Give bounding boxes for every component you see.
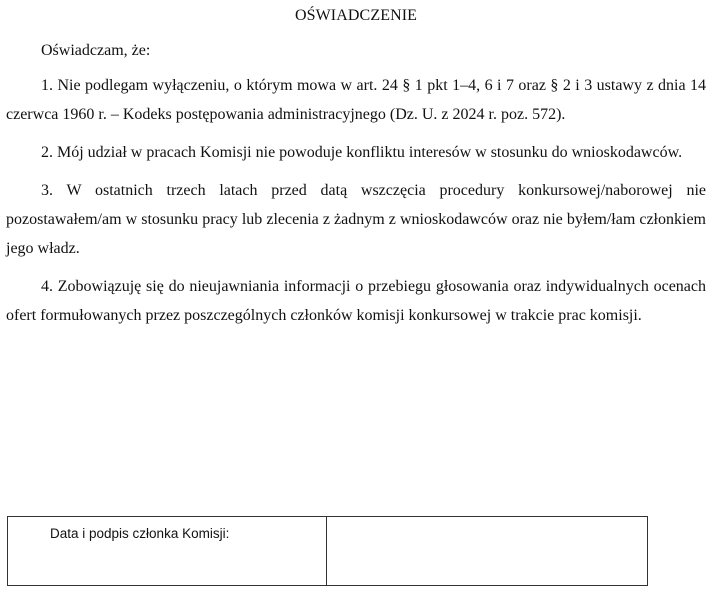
- signature-label-cell: [8, 517, 327, 585]
- signature-field[interactable]: [327, 517, 647, 585]
- declaration-paragraph-4: 4. Zobowiązuję się do nieujawniania informacji o przebiegu głosowania oraz indywidualnych ocenach ofert formułowanych przez poszczególnych członków komisji konkursowej w trakcie prac komisji.: [6, 278, 706, 324]
- document-title: OŚWIADCZENIE: [294, 7, 418, 24]
- declaration-document: [6, 0, 706, 330]
- declaration-paragraph-2: 2. Mój udział w pracach Komisji nie powoduje konfliktu interesów w stosunku do wnioskodawców.: [41, 144, 683, 161]
- declaration-paragraph-3: 3. W ostatnich trzech latach przed datą wszczęcia procedury konkursowej/naborowej nie pozostawałem/am w stosunku pracy lub zlecenia z żadnym z wnioskodawców oraz nie byłem/łam członkiem jego władz.: [6, 182, 706, 257]
- signature-table: [7, 516, 648, 586]
- signature-label: Data i podpis członka Komisji:: [50, 526, 230, 541]
- intro-text: Oświadczam, że:: [41, 42, 151, 59]
- declaration-paragraph-1: 1. Nie podlegam wyłączeniu, o którym mowa w art. 24 § 1 pkt 1–4, 6 i 7 oraz § 2 i 3 ustawy z dnia 14 czerwca 1960 r. – Kodeks postępowania administracyjnego (Dz. U. z 2024 r. poz. 572).: [6, 77, 706, 123]
